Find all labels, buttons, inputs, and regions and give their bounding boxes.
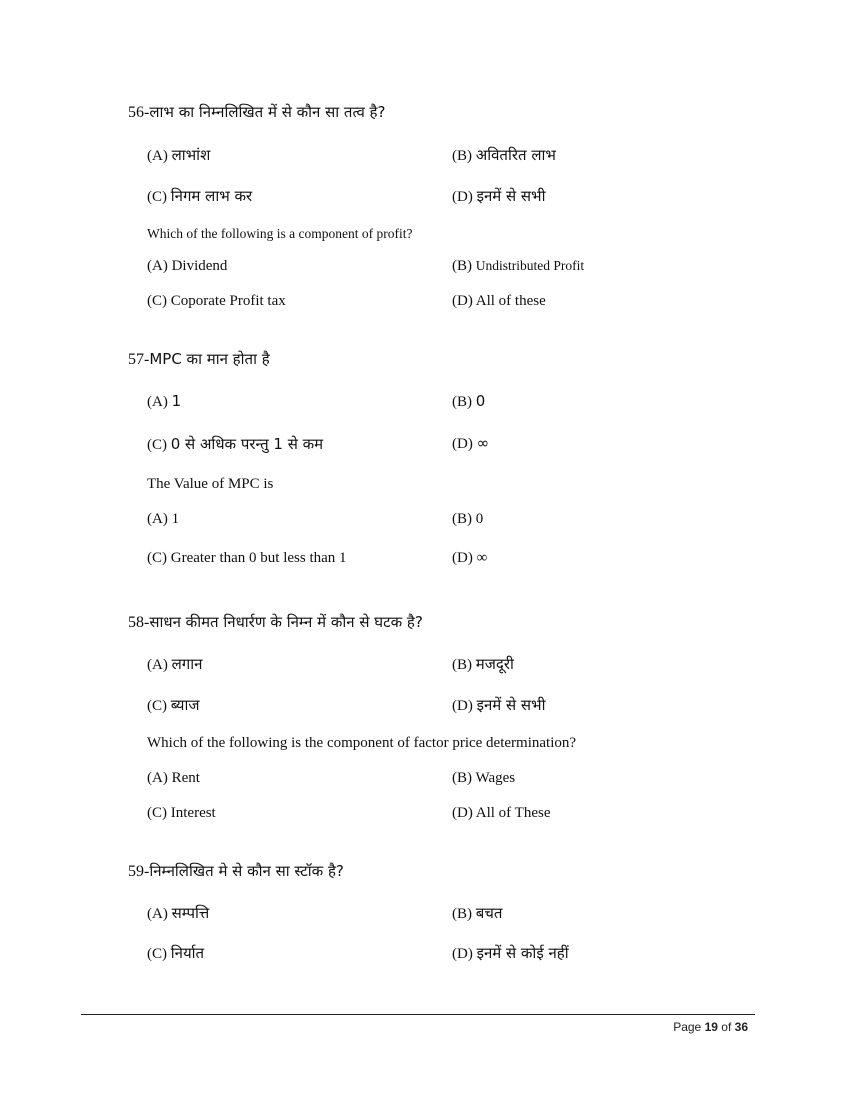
option-d-hindi: (D) इनमें से सभी [452, 696, 546, 714]
question-number: 57- [128, 351, 150, 368]
option-c-hindi: (C) निगम लाभ कर [147, 187, 253, 205]
question-text-hindi: लाभ का निम्नलिखित में से कौन सा तत्व है? [149, 103, 386, 121]
option-c-hindi: (C) ब्याज [147, 696, 200, 714]
option-c-english: (C) Interest [147, 805, 216, 821]
option-a-hindi: (A) लाभांश [147, 146, 211, 164]
option-a-hindi: (A) सम्पत्ति [147, 904, 210, 922]
option-d-english: (D) All of These [452, 805, 551, 821]
question-58 [128, 612, 423, 632]
option-a-english: (A) 1 [147, 511, 180, 527]
option-b-english: (B) Wages [452, 770, 516, 786]
option-b-hindi: (B) 0 [452, 392, 486, 410]
page-number-footer [673, 1020, 748, 1034]
option-a-hindi: (A) 1 [147, 392, 182, 410]
question-text-english: The Value of MPC is [147, 476, 274, 492]
question-text-hindi: साधन कीमत निधार्रण के निम्न में कौन से घटक है? [149, 613, 423, 631]
option-b-hindi: (B) अवितरित लाभ [452, 146, 556, 164]
option-d-english: (D) All of these [452, 293, 546, 309]
option-b-english: (B) 0 [452, 511, 484, 527]
option-a-english: (A) Dividend [147, 258, 228, 274]
question-56 [128, 102, 386, 122]
total-pages: 36 [734, 1020, 748, 1034]
question-text-hindi: निम्नलिखित मे से कौन सा स्टॉक है? [149, 862, 344, 880]
option-c-english: (C) Greater than 0 but less than 1 [147, 550, 347, 566]
question-number: 56- [128, 104, 150, 121]
option-c-english: (C) Coporate Profit tax [147, 293, 286, 309]
question-text-hindi: MPC का मान होता है [149, 350, 270, 368]
option-b-hindi: (B) बचत [452, 904, 503, 922]
question-57 [128, 349, 270, 369]
option-d-english: (D) ∞ [452, 550, 488, 566]
of-label: of [721, 1020, 732, 1034]
page-label: Page [673, 1020, 702, 1034]
question-text-english: Which of the following is the component of factor price determination? [147, 735, 577, 751]
current-page: 19 [704, 1020, 718, 1034]
option-c-hindi: (C) निर्यात [147, 944, 205, 962]
option-b-english: (B) Undistributed Profit [452, 258, 585, 274]
question-number: 58- [128, 614, 150, 631]
footer-divider [81, 1014, 755, 1015]
option-a-english: (A) Rent [147, 770, 200, 786]
option-d-hindi: (D) इनमें से कोई नहीं [452, 944, 569, 962]
option-b-hindi: (B) मजदूरी [452, 655, 514, 673]
question-text-english: Which of the following is a component of profit? [147, 226, 413, 241]
question-59 [128, 861, 344, 881]
option-c-hindi: (C) 0 से अधिक परन्तु 1 से कम [147, 435, 324, 453]
question-number: 59- [128, 863, 150, 880]
option-a-hindi: (A) लगान [147, 655, 203, 673]
option-d-hindi: (D) ∞ [452, 434, 490, 452]
option-d-hindi: (D) इनमें से सभी [452, 187, 546, 205]
